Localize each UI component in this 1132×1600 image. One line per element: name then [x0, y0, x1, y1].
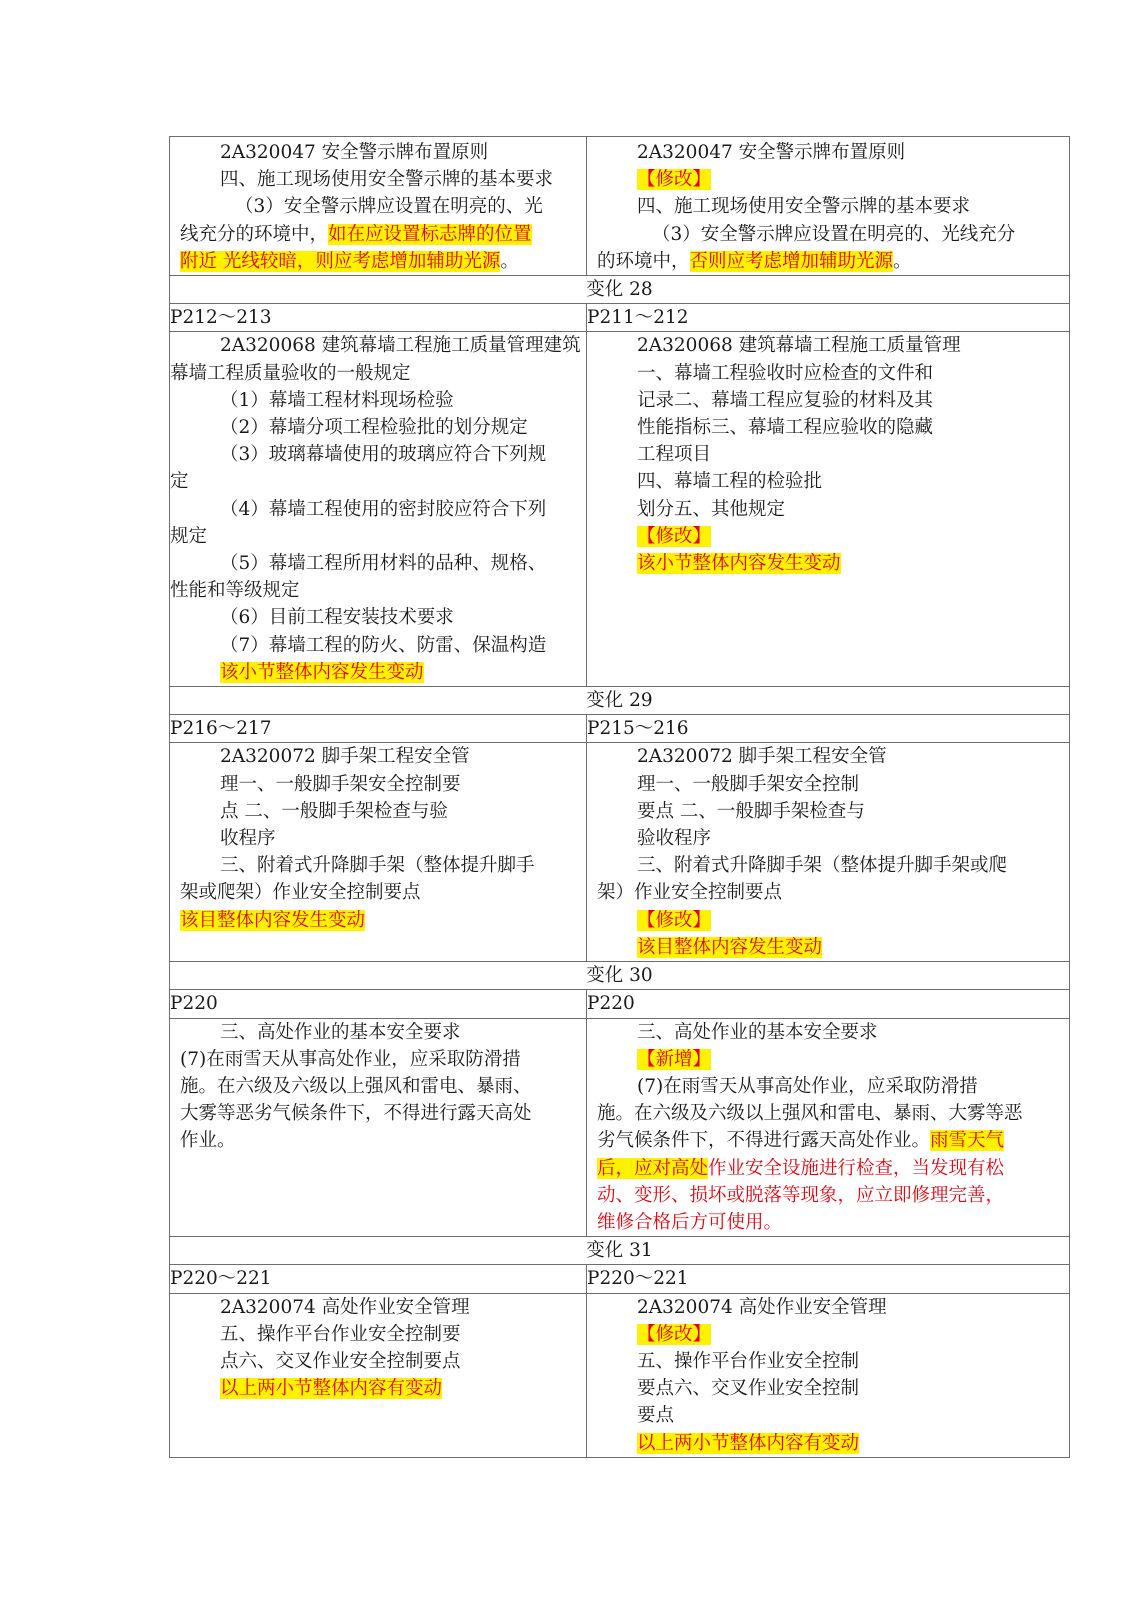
new-content-cell [587, 137, 1070, 276]
text-line: (7)在雨雪天从事高处作业，应采取防滑措 [637, 1075, 978, 1097]
text-line: (7)在雨雪天从事高处作业，应采取防滑措 [180, 1048, 521, 1070]
text-line: 理一、一般脚手架安全控制 [637, 773, 860, 795]
change-tag: 【新增】 [637, 1048, 712, 1070]
text-line: 工程项目 [637, 444, 712, 466]
old-content-cell [170, 1018, 587, 1237]
new-content-cell [587, 1018, 1070, 1237]
page-ref-row [170, 715, 1070, 743]
text-line: 劣气候条件下，不得进行露天高处作业。雨雪天气 [597, 1130, 1005, 1152]
text-line: 架）作业安全控制要点 [597, 882, 783, 904]
added-text-line: 维修合格后方可使用。 [597, 1211, 783, 1233]
text-line: （5）幕墙工程所用材料的品种、规格、 [220, 553, 547, 575]
text-line: 三、附着式升降脚手架（整体提升脚手架或爬 [637, 855, 1008, 877]
text-line: 附近 光线较暗，则应考虑增加辅助光源。 [180, 250, 519, 272]
section-heading: 三、高处作业的基本安全要求 [220, 1021, 461, 1043]
section-heading: 2A320047 安全警示牌布置原则 [637, 142, 906, 163]
text-line: 一、幕墙工程验收时应检查的文件和 [637, 362, 934, 384]
added-text-line: 动、变形、损坏或脱落等现象，应立即修理完善， [597, 1184, 1005, 1206]
highlighted-change: 附近 光线较暗，则应考虑增加辅助光源 [180, 250, 501, 272]
change-tag: 【修改】 [637, 909, 712, 931]
text-line: （2）幕墙分项工程检验批的划分规定 [220, 417, 528, 439]
highlighted-change: 否则应考虑增加辅助光源 [689, 250, 894, 272]
change-title-row [170, 962, 1070, 990]
text-line: 四、施工现场使用安全警示牌的基本要求 [637, 196, 971, 218]
change-title: 变化 31 [170, 1237, 1070, 1265]
change-title: 变化 29 [170, 687, 1070, 715]
text-line: 点 二、一般脚手架检查与验 [220, 800, 448, 822]
change-title-row [170, 1237, 1070, 1265]
section-heading: 三、高处作业的基本安全要求 [637, 1021, 878, 1043]
text-line: 大雾等恶劣气候条件下，不得进行露天高处 [180, 1103, 532, 1125]
old-page-ref: P220～221 [170, 1265, 587, 1293]
text-line: 五、操作平台作业安全控制 [637, 1350, 860, 1372]
text-line: 要点 二、一般脚手架检查与 [637, 800, 865, 822]
text-line: （1）幕墙工程材料现场检验 [220, 389, 454, 411]
content-row-2a320072 [170, 743, 1070, 962]
text-line: 要点 [637, 1405, 675, 1427]
change-tag: 【修改】 [637, 1323, 712, 1345]
new-page-ref: P220～221 [587, 1265, 1070, 1293]
change-note: 以上两小节整体内容有变动 [220, 1378, 443, 1400]
text-line: （4）幕墙工程使用的密封胶应符合下列 [220, 498, 547, 520]
section-heading: 2A320068 建筑幕墙工程施工质量管理 [637, 335, 961, 357]
text-line: 规定 [170, 525, 208, 547]
text-line: （7）幕墙工程的防火、防雷、保温构造 [220, 634, 547, 656]
page-ref-row [170, 990, 1070, 1018]
text-line: 记录二、幕墙工程应复验的材料及其 [637, 389, 934, 411]
change-tag: 【修改】 [637, 525, 712, 547]
new-page-ref: P220 [587, 990, 1070, 1018]
section-heading: 2A320068 建筑幕墙工程施工质量管理建筑 [220, 335, 581, 357]
text-line: 定 [170, 471, 189, 493]
text-line: 的环境中，否则应考虑增加辅助光源。 [597, 250, 912, 272]
text-line: 划分五、其他规定 [637, 498, 786, 520]
text-line: 施。在六级及六级以上强风和雷电、暴雨、 [180, 1075, 532, 1097]
text-line: （3）玻璃幕墙使用的玻璃应符合下列规 [220, 444, 547, 466]
text-line: 点六、交叉作业安全控制要点 [220, 1350, 461, 1372]
highlighted-change: 雨雪天气 [930, 1130, 1005, 1152]
change-note: 该小节整体内容发生变动 [220, 661, 424, 683]
new-page-ref: P211～212 [587, 304, 1070, 332]
text-line: 性能指标三、幕墙工程应验收的隐藏 [637, 417, 934, 439]
change-note: 以上两小节整体内容有变动 [637, 1432, 860, 1454]
page-ref-row [170, 1265, 1070, 1293]
text-line: 五、操作平台作业安全控制要 [220, 1323, 461, 1345]
text-line: 三、附着式升降脚手架（整体提升脚手 [220, 855, 535, 877]
change-title: 变化 28 [170, 276, 1070, 304]
old-page-ref: P212～213 [170, 304, 587, 332]
section-heading: 2A320047 安全警示牌布置原则 [220, 142, 489, 163]
old-page-ref: P220 [170, 990, 587, 1018]
old-content-cell [170, 1293, 587, 1457]
content-row-2a320074 [170, 1293, 1070, 1457]
content-row-2a320068 [170, 332, 1070, 687]
section-heading: 2A320072 脚手架工程安全管 [220, 746, 470, 768]
change-title-row [170, 687, 1070, 715]
text-line: 要点六、交叉作业安全控制 [637, 1378, 860, 1400]
old-content-cell [170, 137, 587, 276]
text-line: 幕墙工程质量验收的一般规定 [170, 362, 411, 384]
text-line: 架或爬架）作业安全控制要点 [180, 882, 421, 904]
highlighted-change: 如在应设置标志牌的位置 [328, 223, 532, 245]
text-line: （3）安全警示牌应设置在明亮的、光 [235, 196, 543, 218]
change-note: 该目整体内容发生变动 [637, 936, 823, 958]
section-heading: 2A320074 高处作业安全管理 [637, 1296, 887, 1318]
text-line: 收程序 [220, 828, 276, 850]
text-line: 四、施工现场使用安全警示牌的基本要求 [220, 169, 554, 191]
text-line: 理一、一般脚手架安全控制要 [220, 773, 461, 795]
content-row-2a320047 [170, 137, 1070, 276]
new-content-cell [587, 1293, 1070, 1457]
comparison-table [169, 136, 1070, 1458]
change-note: 该小节整体内容发生变动 [637, 553, 841, 575]
old-content-cell [170, 332, 587, 687]
section-heading: 2A320072 脚手架工程安全管 [637, 746, 887, 768]
text-line: 施。在六级及六级以上强风和雷电、暴雨、大雾等恶 [597, 1103, 1023, 1125]
old-content-cell [170, 743, 587, 962]
text-line: 线充分的环境中，如在应设置标志牌的位置 [180, 223, 532, 245]
section-heading: 2A320074 高处作业安全管理 [220, 1296, 470, 1318]
text-line: 后，应对高处作业安全设施进行检查，当发现有松 [597, 1157, 1005, 1179]
old-page-ref: P216～217 [170, 715, 587, 743]
text-line: 作业。 [180, 1130, 236, 1152]
change-tag: 【修改】 [637, 169, 712, 191]
text-line: （3）安全警示牌应设置在明亮的、光线充分 [652, 223, 1016, 245]
text-line: 四、幕墙工程的检验批 [637, 471, 823, 493]
new-page-ref: P215～216 [587, 715, 1070, 743]
text-line: （6）目前工程安装技术要求 [220, 607, 454, 629]
text-line: 性能和等级规定 [170, 580, 300, 602]
new-content-cell [587, 332, 1070, 687]
change-title-row [170, 276, 1070, 304]
change-title: 变化 30 [170, 962, 1070, 990]
content-row-height-work [170, 1018, 1070, 1237]
text-line: 验收程序 [637, 828, 712, 850]
highlighted-change: 后，应对高处 [597, 1157, 709, 1179]
new-content-cell [587, 743, 1070, 962]
page-ref-row [170, 304, 1070, 332]
change-note: 该目整体内容发生变动 [180, 909, 366, 931]
